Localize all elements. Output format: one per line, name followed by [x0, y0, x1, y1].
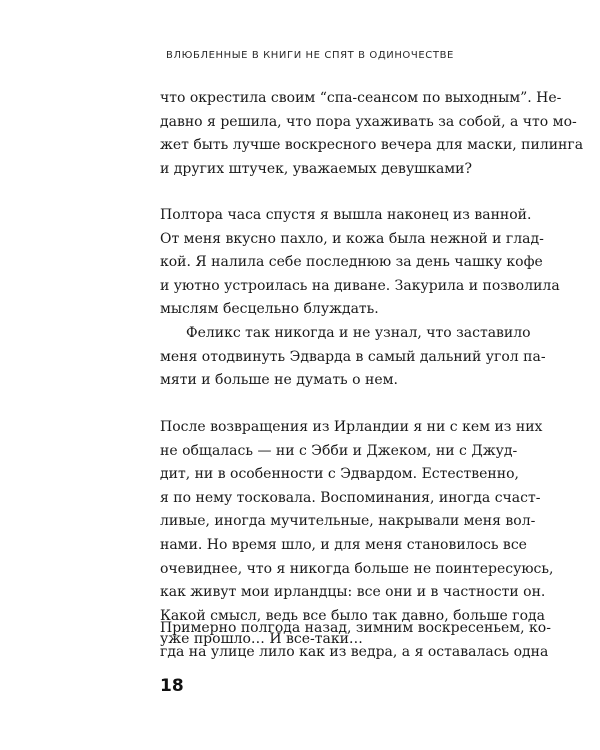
paragraph-2: [160, 204, 560, 322]
paragraph-1: [160, 87, 584, 181]
text-line: как живут мои ирландцы: все они и в частности он.: [160, 584, 546, 601]
text-line: мыслям бесцельно блуждать.: [160, 301, 379, 318]
text-line: жет быть лучше воскресного вечера для маски, пилинга: [160, 137, 584, 154]
running-head: ВЛЮБЛЕННЫЕ В КНИГИ НЕ СПЯТ В ОДИНОЧЕСТВЕ: [166, 50, 454, 61]
text-line: Полтора часа спустя я вышла наконец из ванной.: [160, 207, 532, 223]
page-number: 18: [160, 676, 184, 696]
text-line: что окрестила своим “спа-сеансом по выходным”. Не-: [160, 90, 562, 106]
text-line: меня отодвинуть Эдварда в самый дальний угол па-: [160, 348, 546, 365]
text-line: мяти и больше не думать о нем.: [160, 372, 398, 389]
text-line: не общалась — ни с Эбби и Джеком, ни с Джуд-: [160, 442, 518, 459]
text-line: давно я решила, что пора ухаживать за собой, а что мо-: [160, 113, 577, 130]
text-line: Феликс так никогда и не узнал, что заставило: [186, 325, 531, 341]
text-line: Какой смысл, ведь все было так давно, больше года: [160, 607, 545, 624]
text-line: и других штучек, уважаемых девушками?: [160, 160, 473, 177]
paragraph-3: [160, 322, 546, 393]
text-line: дит, ни в особенности с Эдвардом. Естественно,: [160, 466, 519, 483]
text-line: кой. Я налила себе последнюю за день чашку кофе: [160, 254, 543, 271]
text-line: Примерно полгода назад, зимним воскресеньем, ко-: [160, 620, 551, 636]
text-line: и уютно устроилась на диване. Закурила и позволила: [160, 277, 560, 294]
text-line: ливые, иногда мучительные, накрывали меня вол-: [160, 513, 536, 530]
paragraph-5: [160, 617, 551, 664]
text-line: гда на улице лило как из ведра, а я оставалась одна: [160, 643, 549, 660]
text-line: уже прошло… И все-таки…: [160, 631, 363, 648]
text-line: очевиднее, что я никогда больше не поинтересуюсь,: [160, 560, 554, 577]
text-line: я по нему тосковала. Воспоминания, иногда счаст-: [160, 489, 541, 506]
text-line: От меня вкусно пахло, и кожа была нежной и глад-: [160, 230, 544, 247]
text-line: После возвращения из Ирландии я ни с кем из них: [160, 419, 543, 435]
text-line: нами. Но время шло, и для меня становилось все: [160, 536, 527, 553]
